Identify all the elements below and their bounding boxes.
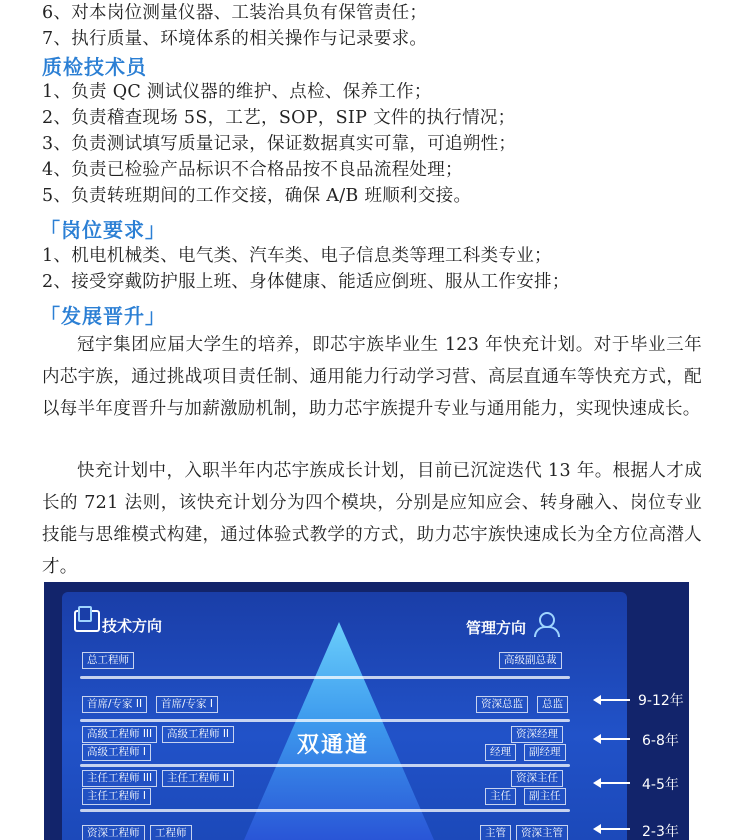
year-range-1: 9-12年 bbox=[638, 693, 684, 709]
tech-title-senior-eng-2: 高级工程师 II bbox=[162, 726, 234, 743]
tech-title-lead-eng-1: 主任工程师 I bbox=[82, 788, 151, 805]
mgmt-title-chief: 高级副总裁 bbox=[499, 652, 562, 669]
mgmt-title-director: 总监 bbox=[537, 696, 568, 713]
mgmt-title-manager: 经理 bbox=[485, 744, 516, 761]
qc-item-5: 5、负责转班期间的工作交接，确保 A/B 班顺利交接。 bbox=[42, 186, 472, 206]
arrow-line bbox=[600, 699, 630, 701]
tech-title-senior-eng-1: 高级工程师 I bbox=[82, 744, 151, 761]
tech-direction-title: 技术方向 bbox=[102, 617, 163, 635]
duty-item-6: 6、对本岗位测量仪器、工装治具负有保管责任； bbox=[42, 3, 428, 23]
duty-item-7: 7、执行质量、环境体系的相关操作与记录要求。 bbox=[42, 29, 428, 49]
arrow-line bbox=[600, 738, 630, 740]
requirements-heading: 「岗位要求」 bbox=[40, 218, 166, 242]
mgmt-title-supervisor: 主任 bbox=[485, 788, 516, 805]
tech-title-chief: 总工程师 bbox=[82, 652, 134, 669]
tech-title-senior-engineer: 资深工程师 bbox=[82, 825, 145, 840]
mgmt-title-lead: 主管 bbox=[480, 825, 511, 840]
arrow-line bbox=[600, 828, 630, 830]
tech-title-principal-2: 首席/专家 II bbox=[82, 696, 147, 713]
qc-item-1: 1、负责 QC 测试仪器的维护、点检、保养工作； bbox=[42, 82, 432, 102]
development-paragraph-2: 快充计划中，入职半年内芯宇族成长计划，目前已沉淀迭代 13 年。根据人才成长的 721 法则，该快充计划分为四个模块，分别是应知应会、转身融入、岗位专业技能与思维模式构建，通过体验式教学的方式，助力芯宇族快速成长为全方位高潜人才。 bbox=[42, 461, 702, 577]
year-range-2: 6-8年 bbox=[642, 733, 679, 749]
qc-item-3: 3、负责测试填写质量记录，保证数据真实可靠，可追朔性； bbox=[42, 134, 517, 154]
manager-icon-body bbox=[534, 626, 560, 637]
mgmt-title-deputy-supervisor: 副主任 bbox=[524, 788, 566, 805]
qc-item-2: 2、负责稽查现场 5S，工艺，SOP，SIP 文件的执行情况； bbox=[42, 108, 516, 128]
development-paragraph-1: 冠宇集团应届大学生的培养，即芯宇族毕业生 123 年快充计划。对于毕业三年内芯宇族，通过挑战项目责任制、通用能力行动学习营、高层直通车等快充方式，配以每半年度晋升与加薪激励机制，助力芯宇族提升专业与通用能力，实现快速成长。 bbox=[42, 335, 702, 419]
requirement-item-1: 1、机电机械类、电气类、汽车类、电子信息类等理工科类专业； bbox=[42, 246, 552, 266]
mgmt-title-senior-manager: 资深经理 bbox=[511, 726, 563, 743]
dual-channel-label: 双通道 bbox=[297, 733, 370, 758]
level-divider bbox=[80, 764, 570, 767]
mgmt-direction-title: 管理方向 bbox=[466, 619, 527, 637]
mgmt-title-senior-lead: 资深主管 bbox=[516, 825, 568, 840]
tech-title-lead-eng-2: 主任工程师 II bbox=[162, 770, 234, 787]
qc-heading: 质检技术员 bbox=[42, 55, 147, 79]
year-range-3: 4-5年 bbox=[642, 777, 679, 793]
qc-item-4: 4、负责已检验产品标识不合格品按不良品流程处理； bbox=[42, 160, 463, 180]
tech-title-lead-eng-3: 主任工程师 III bbox=[82, 770, 157, 787]
phone-icon bbox=[78, 606, 92, 622]
tech-title-senior-eng-3: 高级工程师 III bbox=[82, 726, 157, 743]
development-heading: 「发展晋升」 bbox=[40, 304, 166, 328]
mgmt-title-deputy-manager: 副经理 bbox=[524, 744, 566, 761]
level-divider bbox=[80, 676, 570, 679]
level-divider bbox=[80, 719, 570, 722]
arrow-line bbox=[600, 782, 630, 784]
tech-title-engineer: 工程师 bbox=[150, 825, 192, 840]
tech-title-principal-1: 首席/专家 I bbox=[156, 696, 218, 713]
career-dual-channel-diagram bbox=[44, 582, 689, 840]
mgmt-title-senior-director: 资深总监 bbox=[476, 696, 528, 713]
mgmt-title-senior-supervisor: 资深主任 bbox=[511, 770, 563, 787]
level-divider bbox=[80, 809, 570, 812]
requirement-item-2: 2、接受穿戴防护服上班、身体健康、能适应倒班、服从工作安排； bbox=[42, 272, 570, 292]
year-range-4: 2-3年 bbox=[642, 824, 679, 840]
